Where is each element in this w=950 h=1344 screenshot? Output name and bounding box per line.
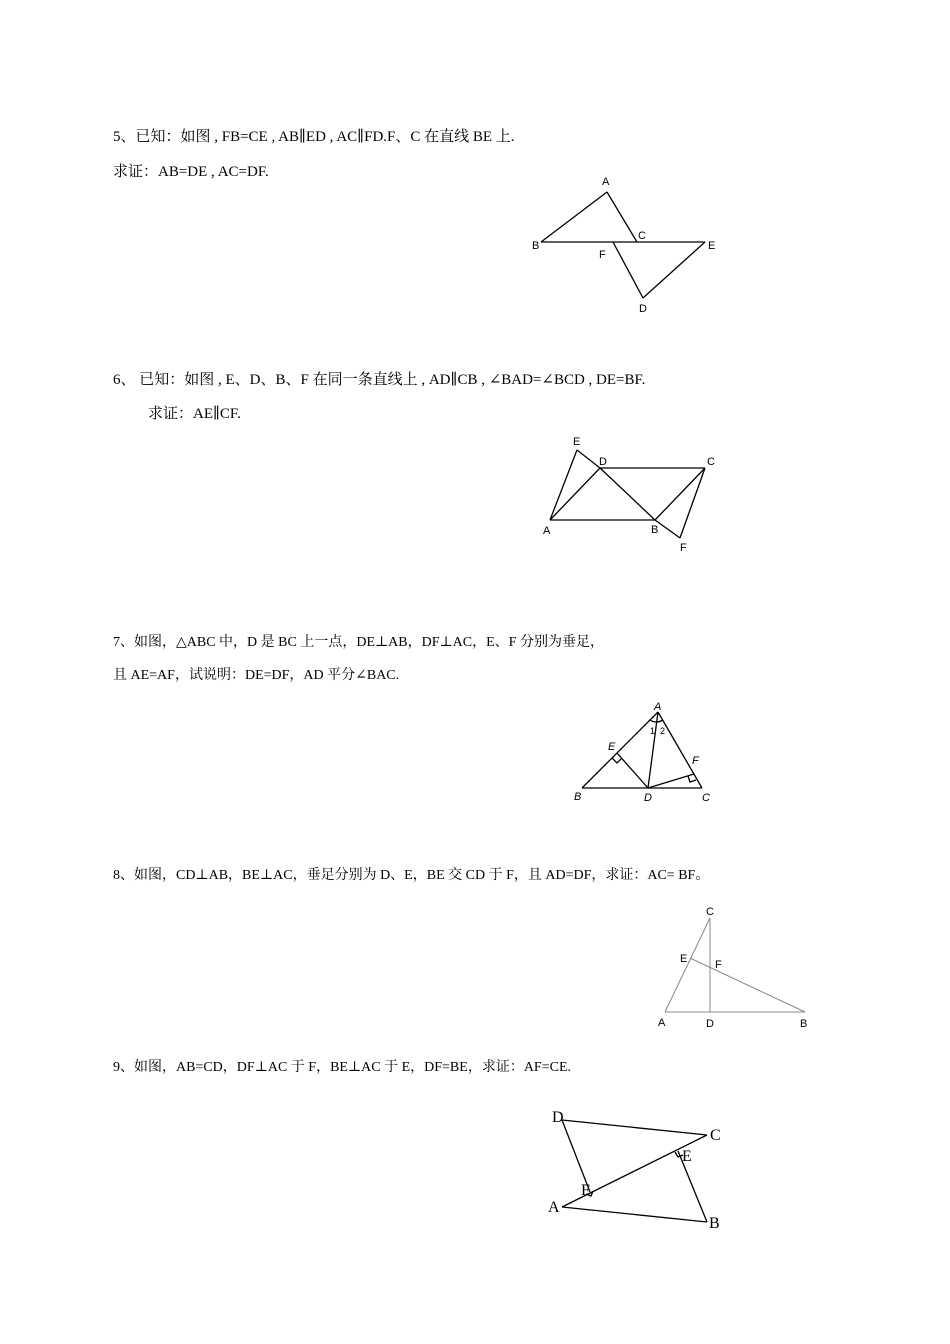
label-d: D <box>644 792 652 804</box>
label-a: A <box>548 1199 560 1216</box>
label-c: C <box>638 230 646 242</box>
segment-ed <box>643 242 705 298</box>
segment-cb <box>655 468 705 520</box>
label-e: E <box>682 1148 692 1165</box>
segment-ad <box>550 468 600 520</box>
label-b: B <box>574 791 582 803</box>
label-angle-2: 2 <box>660 726 666 736</box>
problem-9-statement: 9、如图，AB=CD，DF⊥AC 于 F，BE⊥AC 于 E，DF=BE，求证：AF=CE. <box>113 1060 572 1075</box>
problem-7-statement: 7、如图，△ABC 中，D 是 BC 上一点，DE⊥AB，DF⊥AC，E、F 分别为垂足， <box>113 635 604 650</box>
label-f: F <box>581 1182 590 1199</box>
label-e: E <box>573 436 581 448</box>
label-c: C <box>707 456 715 468</box>
segment-db <box>600 468 655 520</box>
segment-ed <box>577 450 600 468</box>
label-e: E <box>680 953 688 965</box>
segment-ab <box>541 192 607 242</box>
problem-5-figure <box>525 170 725 320</box>
segment-ab <box>562 1207 707 1222</box>
segment-be <box>690 958 805 1012</box>
label-f: F <box>599 249 606 261</box>
segment-ac <box>658 712 702 788</box>
segment-bf <box>655 520 680 538</box>
problem-5-statement: 5、已知：如图 , FB=CE , AB∥ED , AC∥FD.F、C 在直线 BE 上. <box>113 129 515 145</box>
label-e: E <box>708 240 716 252</box>
segment-ab <box>582 712 658 788</box>
label-f: F <box>692 755 699 767</box>
label-d: D <box>639 303 647 315</box>
problem-6-figure <box>535 430 735 560</box>
segment-df <box>648 774 694 788</box>
label-d: D <box>599 456 607 468</box>
label-f: F <box>715 959 722 971</box>
segment-ae <box>550 450 577 520</box>
problem-6-statement: 6、 已知：如图 , E、D、B、F 在同一条直线上 , AD∥CB , ∠BAD=∠BCD , DE=BF. <box>113 372 646 388</box>
label-b: B <box>532 240 540 252</box>
problem-5-prove: 求证：AB=DE , AC=DF. <box>113 164 269 180</box>
label-b: B <box>651 524 659 536</box>
label-a: A <box>543 525 551 537</box>
problem-7-figure <box>570 700 720 810</box>
problem-8-statement: 8、如图，CD⊥AB，BE⊥AC，垂足分别为 D、E，BE 交 CD 于 F，且 AD=DF，求证：AC= BF。 <box>113 868 710 883</box>
label-a: A <box>658 1017 666 1029</box>
problem-7-prove: 且 AE=AF，试说明：DE=DF，AD 平分∠BAC. <box>113 668 400 683</box>
segment-ac <box>665 918 710 1012</box>
label-f: F <box>680 542 687 554</box>
label-a: A <box>602 176 610 188</box>
right-angle-e <box>612 758 622 763</box>
label-b: B <box>709 1215 720 1232</box>
problem-9-figure <box>545 1100 735 1235</box>
label-d: D <box>706 1018 714 1030</box>
segment-dc <box>562 1120 707 1135</box>
segment-fd <box>613 242 643 298</box>
problem-8-figure <box>650 900 820 1035</box>
label-c: C <box>706 906 714 918</box>
label-c: C <box>702 792 710 804</box>
label-angle-1: 1 <box>650 726 656 736</box>
label-c: C <box>710 1127 721 1144</box>
problem-6-prove: 求证：AE∥CF. <box>148 406 241 422</box>
segment-cf <box>680 468 705 538</box>
segment-ac <box>607 192 637 242</box>
label-d: D <box>552 1109 564 1126</box>
label-a: A <box>654 701 662 713</box>
label-b: B <box>800 1018 808 1030</box>
segment-ad <box>648 712 658 788</box>
right-angle-f <box>688 776 696 782</box>
label-e: E <box>608 741 616 753</box>
